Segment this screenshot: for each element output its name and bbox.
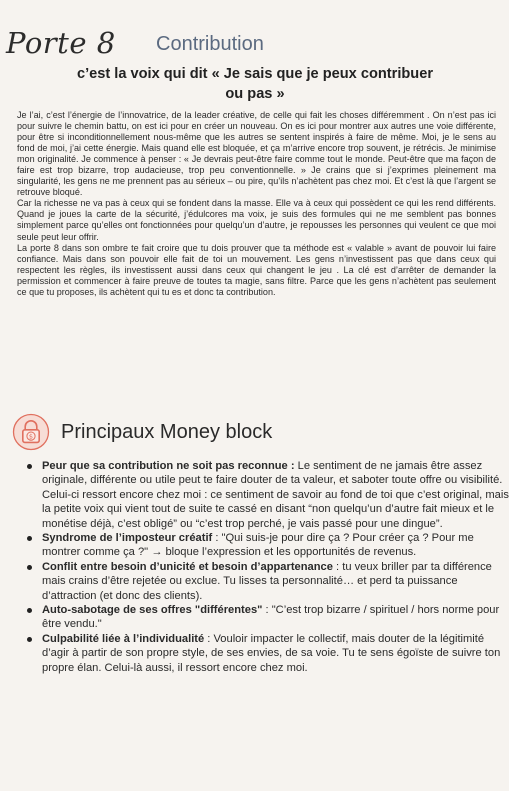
item-heading: Peur que sa contribution ne soit pas reconnue : bbox=[42, 460, 295, 472]
page-header bbox=[6, 26, 506, 62]
bullet-icon bbox=[27, 608, 32, 613]
body-text bbox=[17, 110, 496, 298]
money-block-list bbox=[22, 459, 509, 675]
item-heading: Syndrome de l’imposteur créatif bbox=[42, 532, 213, 545]
item-text: Le sentiment de ne jamais être assez originale, différente ou utile peut te faire douter de ta valeur, et saboter toute offre ou visibilité. Celui-ci ressort encore chez moi : ce sentiment de savoir au fond de toi que c’est original, mais la petite voix qui vient tout de suite te cassé en disant “non quelqu’un d’autre fait mieux et le monétise déjà, c’est obligé” ou “c’est trop perché, je vais passé pour une dingue”. bbox=[42, 460, 509, 530]
list-item bbox=[42, 603, 509, 632]
subtitle bbox=[30, 64, 480, 104]
padlock-dollar-icon bbox=[12, 413, 50, 451]
item-heading: Culpabilité liée à l’individualité bbox=[42, 632, 205, 645]
item-text: : "C’est trop bizarre / spirituel / hors norme pour être vendu." bbox=[42, 604, 500, 631]
bullet-icon bbox=[27, 565, 32, 570]
bullet-icon bbox=[27, 464, 32, 469]
subtitle-line-1: c’est la voix qui dit « Je sais que je peux contribuer bbox=[76, 66, 434, 82]
bullet-icon bbox=[27, 536, 32, 541]
list-item bbox=[42, 632, 509, 675]
svg-text:$: $ bbox=[28, 432, 34, 441]
item-text: : "Qui suis-je pour dire ça ? Pour créer ça ? Pour me montrer comme ça ?" → bloque l’expression et les opportunités de revenus. bbox=[42, 532, 474, 559]
section-title: Contribution bbox=[156, 33, 264, 55]
paragraph: Car la richesse ne va pas à ceux qui se fondent dans la masse. Elle va à ceux qui possèdent ce qui les rend différents. Quand je joues la carte de la sécurité, j’édulcores ma voix, je suis des formules qui ne me semblent pas bonnes simplement parce qu’elles ont fonctionnées pour quelqu’un d’autre, je repousses les personnes qui veulent ce que moi seule peut leur offrir. bbox=[17, 198, 496, 242]
list-item bbox=[42, 560, 509, 603]
item-text: : Vouloir impacter le collectif, mais douter de la légitimité d’agir à partir de son propre style, de ses envies, de sa voie. Tu te sens égoïste de suivre ton propre élan. Celui-là aussi, il ressort encore chez moi. bbox=[42, 632, 501, 674]
list-item bbox=[42, 459, 509, 531]
list-item bbox=[42, 531, 509, 560]
subtitle-line-2: ou pas » bbox=[225, 86, 285, 102]
item-heading: Auto-sabotage de ses offres "différentes" bbox=[42, 604, 263, 617]
item-text: : tu veux briller par ta différence mais crains d’être rejetée ou exclue. Tu lisses ta personnalité… et perd ta puissance d’attraction (et donc des clients). bbox=[42, 560, 492, 602]
item-heading: Conflit entre besoin d’unicité et besoin d’appartenance bbox=[42, 560, 333, 573]
gate-title: Porte 8 bbox=[6, 26, 116, 60]
paragraph: Je l’ai, c’est l’énergie de l’innovatrice, de la leader créative, de celle qui fait les choses différemment . On n’est pas ici pour suivre le chemin battu, on est ici pour en créer un nouveau. On es ici pour montrer aux autres une voie différente, pour être si inconditionnellement nous-même que les autres se sentent inspirés à faire de même. Moi, je le sens au fond de moi, j’ai cette énergie. Mais quand elle est bloquée, et ça m’arrive encore trop souvent, je rétrécis. Je minimise mon originalité. Je commence à penser : « Je devrais peut-être faire comme tout le monde. Peut-être que ma façon de faire est trop bizarre, trop audacieuse, trop peu conventionnelle. » Je crains que si j’exprimes pleinement ma singularité, les gens ne me prennent pas au sérieux – ou pire, qu’ils n’achètent pas chez moi. Et c’est là que l’argent se retrouve bloqué. bbox=[17, 110, 496, 198]
paragraph: La porte 8 dans son ombre te fait croire que tu dois prouver que ta méthode est « valable » avant de pouvoir lui faire confiance. Mais dans son pouvoir elle fait de toi un mouvement. Les gens n’investissent pas que dans ceux qui respectent les règles, ils investissent aussi dans ceux qui changent le jeu . La clé est d’arrêter de demander la permission et commencer à faire preuve de toutes ta magie, sans filtre. Parce que les gens n’achètent pas seulement ce que tu proposes, ils achètent qui tu es et donc ta contribution. bbox=[17, 242, 496, 297]
money-block-title: Principaux Money block bbox=[61, 421, 273, 443]
bullet-icon bbox=[27, 637, 32, 642]
